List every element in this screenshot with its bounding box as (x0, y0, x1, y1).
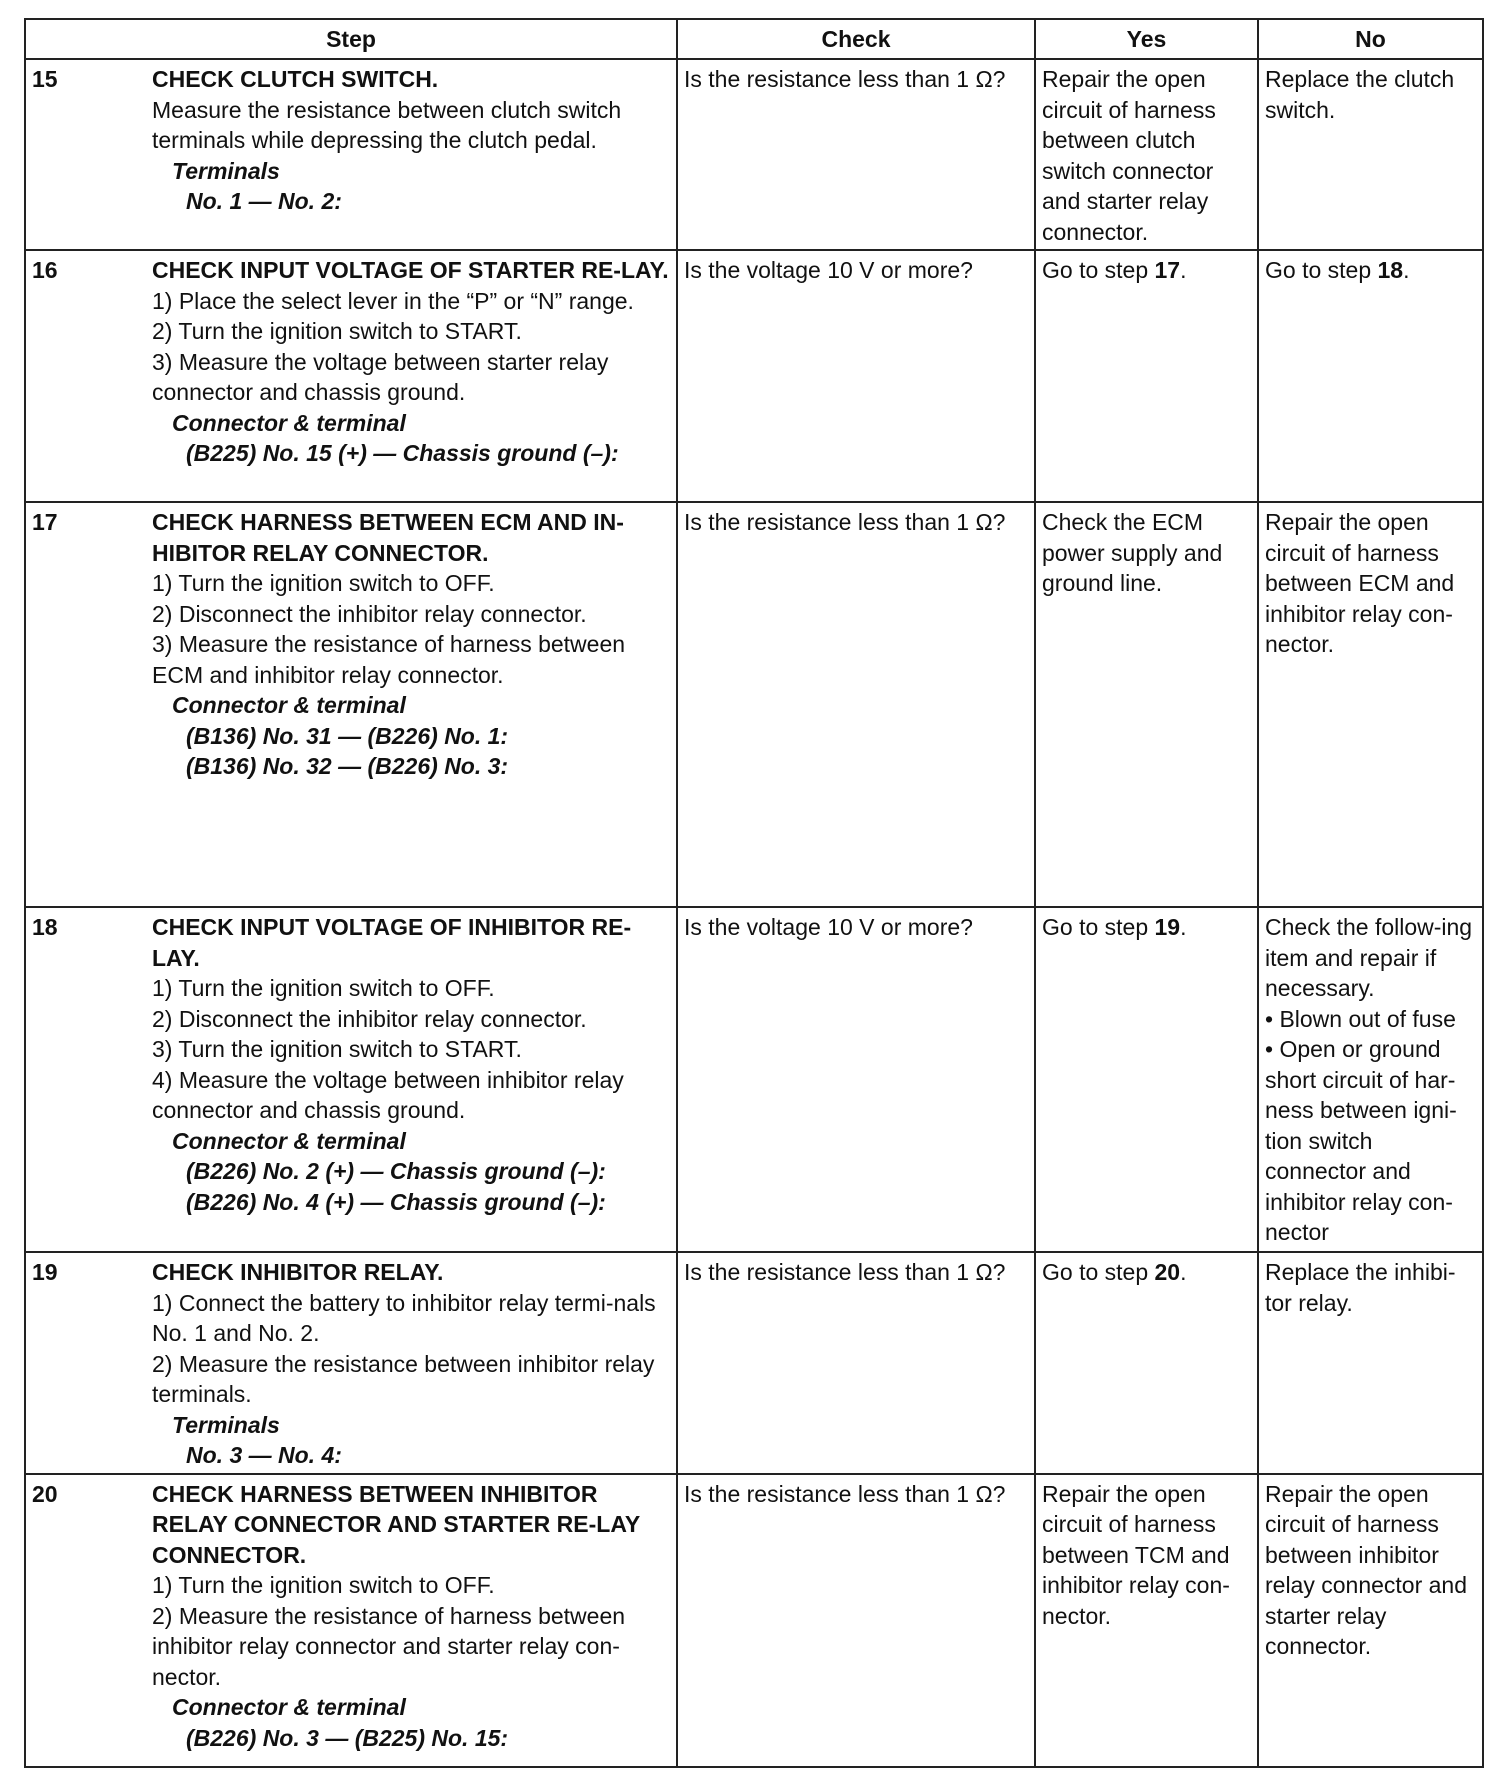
yes-cell: Check the ECM power supply and ground line. (1035, 502, 1258, 907)
terminal-spec: (B226) No. 4 (+) — Chassis ground (–): (186, 1188, 606, 1215)
yes-suffix: . (1180, 1259, 1187, 1285)
table-row (25, 59, 1483, 250)
instruction: 4) Measure the voltage between inhibitor relay connector and chassis ground. (152, 1066, 624, 1123)
no-suffix: . (1403, 257, 1410, 283)
instruction: 1) Turn the ignition switch to OFF. (152, 1572, 495, 1598)
terminal-spec: No. 3 — No. 4: (186, 1442, 342, 1468)
table-row (25, 1252, 1483, 1474)
instruction: 3) Turn the ignition switch to START. (152, 1036, 522, 1062)
yes-cell: Repair the open circuit of harness between clutch switch connector and starter relay connector. (1035, 59, 1258, 250)
check-cell: Is the resistance less than 1 Ω? (677, 1252, 1035, 1474)
step-title: CHECK INPUT VOLTAGE OF STARTER RE-LAY. (152, 257, 669, 283)
instruction: 1) Turn the ignition switch to OFF. (152, 975, 495, 1001)
header-check: Check (677, 19, 1035, 59)
step-number: 16 (32, 257, 58, 283)
yes-cell (1035, 907, 1258, 1252)
yes-cell: Repair the open circuit of harness between TCM and inhibitor relay con-nector. (1035, 1474, 1258, 1767)
header-step: Step (25, 19, 677, 59)
yes-cell (1035, 250, 1258, 502)
step-cell (25, 59, 677, 250)
instruction: 2) Disconnect the inhibitor relay connector. (152, 1005, 587, 1032)
no-cell: Replace the clutch switch. (1258, 59, 1483, 250)
step-cell (25, 250, 677, 502)
sub-heading: Connector & terminal (172, 1127, 406, 1154)
step-title: CHECK HARNESS BETWEEN INHIBITOR RELAY CONNECTOR AND STARTER RE-LAY CONNECTOR. (152, 1480, 640, 1568)
no-cell (1258, 250, 1483, 502)
table-row (25, 502, 1483, 907)
step-cell (25, 1474, 677, 1767)
instruction: Measure the resistance between clutch switch terminals while depressing the clutch pedal. (152, 96, 622, 153)
check-cell: Is the resistance less than 1 Ω? (677, 59, 1035, 250)
yes-cell (1035, 1252, 1258, 1474)
sub-heading: Connector & terminal (172, 409, 406, 436)
terminal-spec: (B225) No. 15 (+) — Chassis ground (–): (186, 440, 619, 466)
instruction: 2) Measure the resistance of harness between inhibitor relay connector and starter relay con-nector. (152, 1602, 626, 1690)
yes-step-number: 19 (1154, 914, 1181, 940)
header-row (25, 19, 1483, 59)
diagnostic-table (24, 18, 1484, 1768)
no-step-number: 18 (1377, 257, 1404, 283)
no-cell: Repair the open circuit of harness between ECM and inhibitor relay con-nector. (1258, 502, 1483, 907)
check-cell: Is the voltage 10 V or more? (677, 250, 1035, 502)
check-cell: Is the resistance less than 1 Ω? (677, 1474, 1035, 1767)
step-cell (25, 502, 677, 907)
no-bullet: • Open or ground short circuit of har-ness between igni-tion switch connector and inhibitor relay con-nector (1265, 1036, 1457, 1245)
instruction: 2) Disconnect the inhibitor relay connector. (152, 600, 587, 627)
check-cell: Is the resistance less than 1 Ω? (677, 502, 1035, 907)
step-title: CHECK CLUTCH SWITCH. (152, 66, 439, 92)
no-text: Check the follow-ing item and repair if necessary. (1265, 914, 1473, 1001)
yes-prefix: Go to step (1042, 257, 1155, 283)
no-cell: Replace the inhibi-tor relay. (1258, 1252, 1483, 1474)
step-cell (25, 907, 677, 1252)
sub-heading: Connector & terminal (172, 1694, 406, 1720)
instruction: 3) Measure the voltage between starter relay connector and chassis ground. (152, 348, 609, 405)
step-cell (25, 1252, 677, 1474)
header-no: No (1258, 19, 1483, 59)
terminal-spec: (B226) No. 3 — (B225) No. 15: (186, 1724, 509, 1751)
table-row (25, 250, 1483, 502)
terminal-spec: (B136) No. 32 — (B226) No. 3: (186, 753, 509, 779)
yes-prefix: Go to step (1042, 1259, 1155, 1285)
table-row (25, 1474, 1483, 1767)
instruction: 3) Measure the resistance of harness between ECM and inhibitor relay connector. (152, 631, 626, 688)
no-bullet: • Blown out of fuse (1265, 1005, 1456, 1032)
sub-heading: Terminals (172, 157, 280, 184)
no-prefix: Go to step (1265, 257, 1378, 283)
sub-heading: Terminals (172, 1411, 280, 1438)
instruction: 2) Turn the ignition switch to START. (152, 318, 522, 344)
table-row (25, 907, 1483, 1252)
yes-suffix: . (1180, 914, 1187, 940)
step-number: 20 (32, 1480, 58, 1507)
yes-step-number: 20 (1154, 1259, 1181, 1285)
step-number: 15 (32, 66, 58, 92)
instruction: 1) Place the select lever in the “P” or “N” range. (152, 287, 634, 314)
step-title: CHECK HARNESS BETWEEN ECM AND IN-HIBITOR RELAY CONNECTOR. (152, 509, 624, 566)
no-cell: Repair the open circuit of harness between inhibitor relay connector and starter relay connector. (1258, 1474, 1483, 1767)
check-cell: Is the voltage 10 V or more? (677, 907, 1035, 1252)
instruction: 1) Connect the battery to inhibitor relay termi-nals No. 1 and No. 2. (152, 1289, 656, 1346)
step-number: 19 (32, 1259, 58, 1285)
yes-step-number: 17 (1154, 257, 1181, 283)
terminal-spec: (B226) No. 2 (+) — Chassis ground (–): (186, 1158, 606, 1184)
terminal-spec: No. 1 — No. 2: (186, 188, 342, 214)
instruction: 1) Turn the ignition switch to OFF. (152, 570, 495, 596)
yes-suffix: . (1180, 257, 1187, 283)
instruction: 2) Measure the resistance between inhibitor relay terminals. (152, 1350, 655, 1407)
step-title: CHECK INPUT VOLTAGE OF INHIBITOR RE-LAY. (152, 914, 632, 971)
yes-prefix: Go to step (1042, 914, 1155, 940)
header-yes: Yes (1035, 19, 1258, 59)
step-number: 17 (32, 509, 58, 535)
step-number: 18 (32, 914, 58, 940)
no-cell (1258, 907, 1483, 1252)
terminal-spec: (B136) No. 31 — (B226) No. 1: (186, 722, 509, 749)
step-title: CHECK INHIBITOR RELAY. (152, 1259, 444, 1285)
sub-heading: Connector & terminal (172, 692, 406, 718)
